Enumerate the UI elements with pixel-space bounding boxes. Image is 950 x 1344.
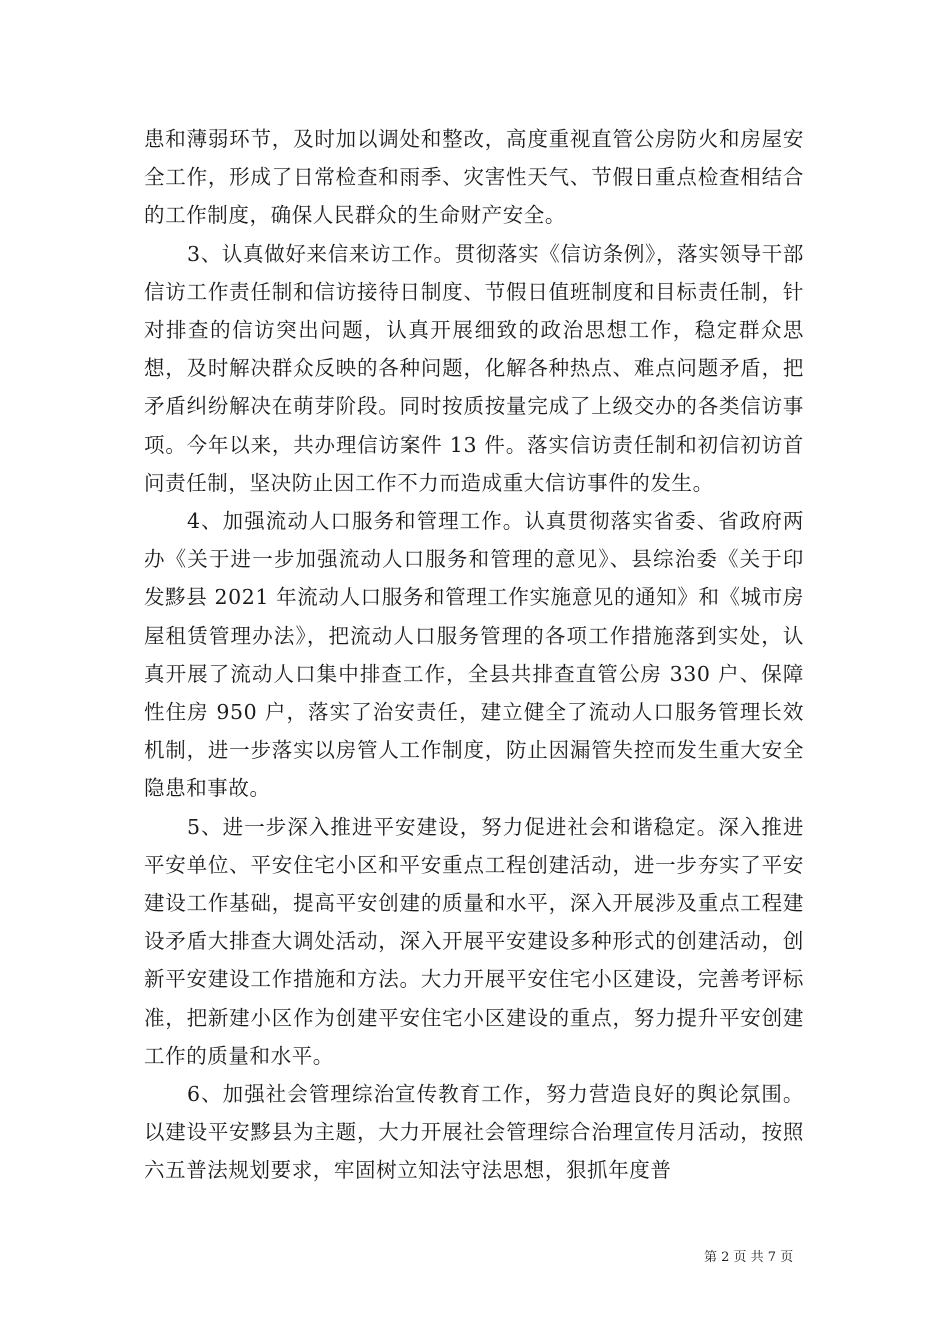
- paragraph-item-3: 3、认真做好来信来访工作。贯彻落实《信访条例》，落实领导干部信访工作责任制和信访接待日制度、节假日值班制度和目标责任制，针对排查的信访突出问题，认真开展细致的政治思想工作，稳定群众思想，及时解决群众反映的各种问题，化解各种热点、难点问题矛盾，把矛盾纠纷解决在萌芽阶段。同时按质按量完成了上级交办的各类信访事项。今年以来，共办理信访案件 13 件。落实信访责任制和初信初访首问责任制，坚决防止因工作不力而造成重大信访事件的发生。: [144, 241, 804, 495]
- paragraph-continuation: 患和薄弱环节，及时加以调处和整改，高度重视直管公房防火和房屋安全工作，形成了日常检查和雨季、灾害性天气、节假日重点检查相结合的工作制度，确保人民群众的生命财产安全。: [144, 127, 804, 228]
- document-body: [144, 120, 804, 1190]
- paragraph-item-4: 4、加强流动人口服务和管理工作。认真贯彻落实省委、省政府两办《关于进一步加强流动人口服务和管理的意见》、县综治委《关于印发黟县 2021 年流动人口服务和管理工作实施意见的通知》和《城市房屋租赁管理办法》，把流动人口服务管理的各项工作措施落到实处，认真开展了流动人口集中排查工作，全县共排查直管公房 330 户、保障性住房 950 户，落实了治安责任，建立健全了流动人口服务管理长效机制，进一步落实以房管人工作制度，防止因漏管失控而发生重大安全隐患和事故。: [144, 509, 804, 801]
- paragraph-item-5: 5、进一步深入推进平安建设，努力促进社会和谐稳定。深入推进平安单位、平安住宅小区和平安重点工程创建活动，进一步夯实了平安建设工作基础，提高平安创建的质量和水平，深入开展涉及重点工程建设矛盾大排查大调处活动，深入开展平安建设多种形式的创建活动，创新平安建设工作措施和方法。大力开展平安住宅小区建设，完善考评标准，把新建小区作为创建平安住宅小区建设的重点，努力提升平安创建工作的质量和水平。: [144, 814, 804, 1068]
- page-number-footer: 第 2 页 共 7 页: [704, 1250, 794, 1265]
- paragraph-item-6: 6、加强社会管理综治宣传教育工作，努力营造良好的舆论氛围。以建设平安黟县为主题，大力开展社会管理综合治理宣传月活动，按照六五普法规划要求，牢固树立知法守法思想，狠抓年度普: [144, 1082, 804, 1183]
